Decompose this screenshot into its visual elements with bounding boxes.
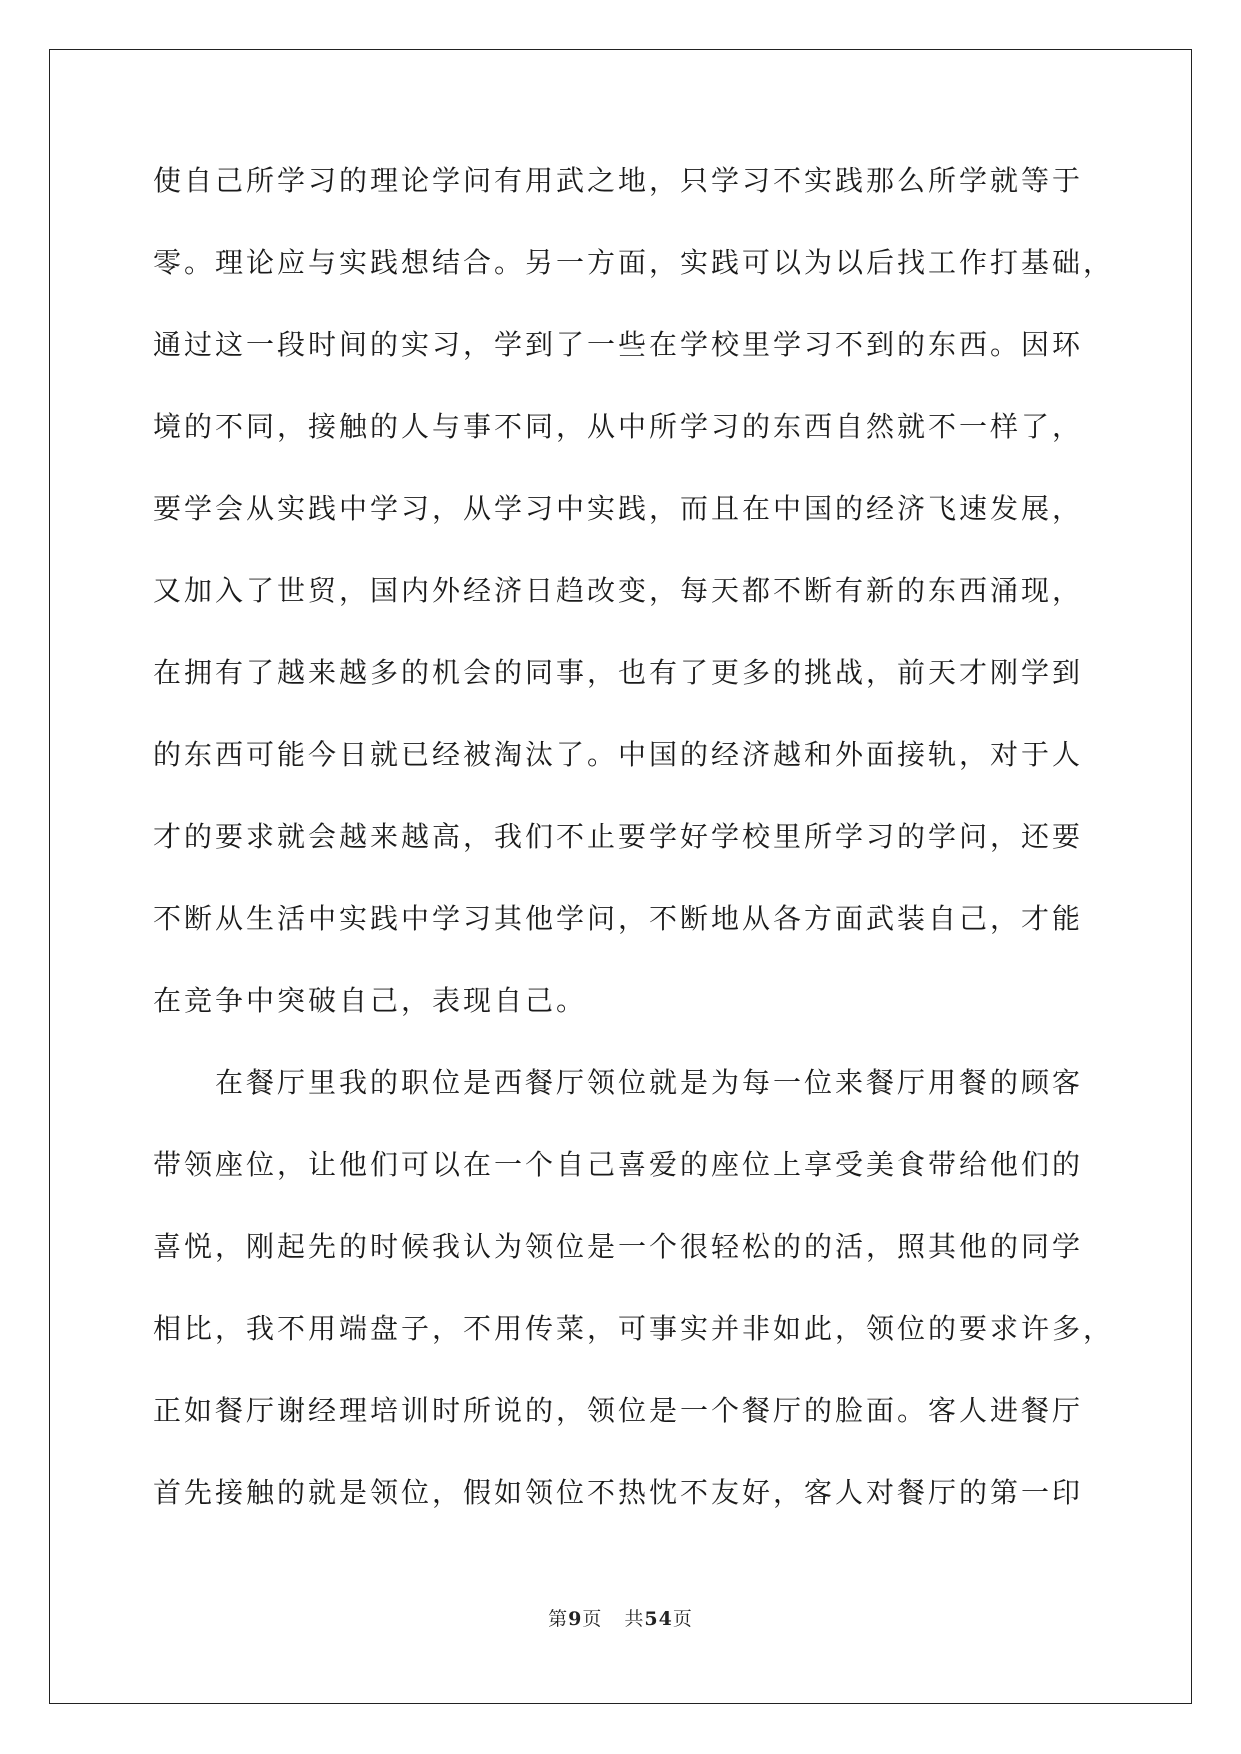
text-line: 相比，我不用端盘子，不用传菜，可事实并非如此，领位的要求许多，: [153, 1312, 1115, 1345]
text-line: 喜悦，刚起先的时候我认为领位是一个很轻松的的活，照其他的同学: [153, 1230, 1084, 1263]
text-line: 通过这一段时间的实习，学到了一些在学校里学习不到的东西。因环: [153, 328, 1084, 361]
page-prefix: 第: [548, 1608, 569, 1630]
total-pages: 54: [644, 1608, 673, 1630]
text-line: 零。理论应与实践想结合。另一方面，实践可以为以后找工作打基础，: [153, 246, 1115, 279]
total-suffix: 页: [672, 1608, 693, 1630]
text-line: 境的不同，接触的人与事不同，从中所学习的东西自然就不一样了，: [153, 410, 1084, 443]
text-line: 在餐厅里我的职位是西餐厅领位就是为每一位来餐厅用餐的顾客: [215, 1066, 1084, 1099]
text-line: 在竞争中突破自己，表现自己。: [153, 984, 588, 1017]
total-prefix: 共: [624, 1608, 645, 1630]
text-line: 使自己所学习的理论学问有用武之地，只学习不实践那么所学就等于: [153, 164, 1084, 197]
text-line: 又加入了世贸，国内外经济日趋改变，每天都不断有新的东西涌现，: [153, 574, 1084, 607]
text-line: 带领座位，让他们可以在一个自己喜爱的座位上享受美食带给他们的: [153, 1148, 1084, 1181]
text-line: 在拥有了越来越多的机会的同事，也有了更多的挑战，前天才刚学到: [153, 656, 1084, 689]
text-line: 的东西可能今日就已经被淘汰了。中国的经济越和外面接轨，对于人: [153, 738, 1084, 771]
page-footer: [0, 1604, 1241, 1631]
text-line: 正如餐厅谢经理培训时所说的，领位是一个餐厅的脸面。客人进餐厅: [153, 1394, 1084, 1427]
text-line: 要学会从实践中学习，从学习中实践，而且在中国的经济飞速发展，: [153, 492, 1084, 525]
document-body: [153, 160, 1115, 1554]
text-line: 首先接触的就是领位，假如领位不热忱不友好，客人对餐厅的第一印: [153, 1476, 1084, 1509]
page-suffix: 页: [582, 1608, 603, 1630]
page-number: 9: [568, 1608, 583, 1630]
text-line: 才的要求就会越来越高，我们不止要学好学校里所学习的学问，还要: [153, 820, 1084, 853]
text-line: 不断从生活中实践中学习其他学问，不断地从各方面武装自己，才能: [153, 902, 1084, 935]
